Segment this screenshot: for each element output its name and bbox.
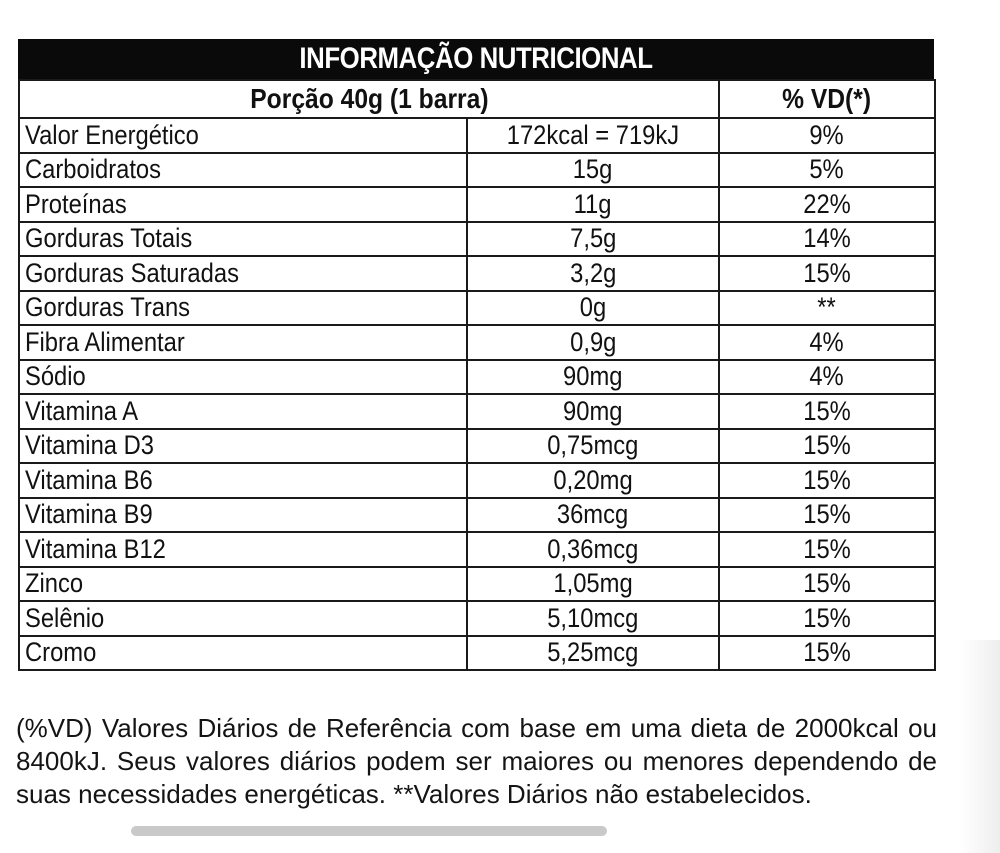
nutrient-daily-value: 15% (719, 256, 935, 291)
nutrient-amount: 0g (467, 291, 719, 326)
nutrient-daily-value: 15% (719, 429, 935, 464)
nutrient-name: Carboidratos (19, 153, 467, 188)
nutrient-daily-value: ** (719, 291, 935, 326)
nutrient-amount: 90mg (467, 360, 719, 395)
table-row (19, 222, 935, 257)
table-row (19, 429, 935, 464)
table-row (19, 636, 935, 671)
table-row (19, 325, 935, 360)
nutrient-daily-value: 15% (719, 463, 935, 498)
nutrient-name: Gorduras Saturadas (19, 256, 467, 291)
nutrient-amount: 0,20mg (467, 463, 719, 498)
nutrient-daily-value: 15% (719, 567, 935, 602)
nutrient-daily-value: 15% (719, 394, 935, 429)
table-row (19, 153, 935, 188)
nutrient-amount: 90mg (467, 394, 719, 429)
table-row (19, 360, 935, 395)
nutrient-amount: 5,10mcg (467, 601, 719, 636)
edge-shadow (960, 640, 1000, 853)
nutrient-name: Fibra Alimentar (19, 325, 467, 360)
table-row (19, 291, 935, 326)
nutrition-title: INFORMAÇÃO NUTRICIONAL (82, 39, 870, 79)
nutrient-daily-value: 4% (719, 325, 935, 360)
nutrient-amount: 5,25mcg (467, 636, 719, 671)
table-row (19, 463, 935, 498)
portion-header: Porção 40g (1 barra) (19, 80, 719, 118)
nutrient-daily-value: 5% (719, 153, 935, 188)
nutrient-amount: 15g (467, 153, 719, 188)
nutrient-amount: 172kcal = 719kJ (467, 118, 719, 153)
title-bar (18, 39, 934, 79)
nutrient-name: Vitamina A (19, 394, 467, 429)
footnote (16, 712, 937, 811)
nutrient-rows (19, 118, 935, 670)
nutrient-daily-value: 14% (719, 222, 935, 257)
nutrient-amount: 36mcg (467, 498, 719, 533)
nutrient-name: Gorduras Trans (19, 291, 467, 326)
nutrition-facts-panel (18, 39, 934, 671)
nutrient-daily-value: 4% (719, 360, 935, 395)
nutrient-daily-value: 15% (719, 601, 935, 636)
nutrient-name: Vitamina B12 (19, 532, 467, 567)
table-row (19, 118, 935, 153)
table-row (19, 601, 935, 636)
table-row (19, 532, 935, 567)
nutrient-name: Zinco (19, 567, 467, 602)
nutrient-amount: 0,75mcg (467, 429, 719, 464)
nutrient-amount: 1,05mg (467, 567, 719, 602)
nutrient-name: Gorduras Totais (19, 222, 467, 257)
table-row (19, 256, 935, 291)
table-header-row (19, 80, 935, 118)
nutrient-name: Valor Energético (19, 118, 467, 153)
horizontal-scrollbar[interactable] (131, 826, 607, 836)
nutrient-name: Vitamina D3 (19, 429, 467, 464)
nutrient-daily-value: 15% (719, 636, 935, 671)
nutrient-name: Vitamina B9 (19, 498, 467, 533)
nutrient-amount: 11g (467, 187, 719, 222)
nutrient-name: Sódio (19, 360, 467, 395)
nutrient-amount: 0,9g (467, 325, 719, 360)
nutrient-amount: 0,36mcg (467, 532, 719, 567)
nutrient-daily-value: 22% (719, 187, 935, 222)
table-row (19, 567, 935, 602)
table-row (19, 498, 935, 533)
table-row (19, 394, 935, 429)
nutrient-name: Cromo (19, 636, 467, 671)
nutrient-amount: 3,2g (467, 256, 719, 291)
nutrient-daily-value: 9% (719, 118, 935, 153)
daily-value-header: % VD(*) (719, 80, 935, 118)
nutrient-name: Selênio (19, 601, 467, 636)
nutrient-amount: 7,5g (467, 222, 719, 257)
nutrient-daily-value: 15% (719, 532, 935, 567)
nutrition-table (18, 79, 936, 671)
nutrient-name: Proteínas (19, 187, 467, 222)
footnote-text: (%VD) Valores Diários de Referência com base em uma dieta de 2000kcal ou 8400kJ. Seus valores diários podem ser maiores ou menores dependendo de suas necessidades energéticas. **Valores Diários não estabelecidos. (16, 713, 937, 809)
table-row (19, 187, 935, 222)
nutrient-daily-value: 15% (719, 498, 935, 533)
nutrient-name: Vitamina B6 (19, 463, 467, 498)
